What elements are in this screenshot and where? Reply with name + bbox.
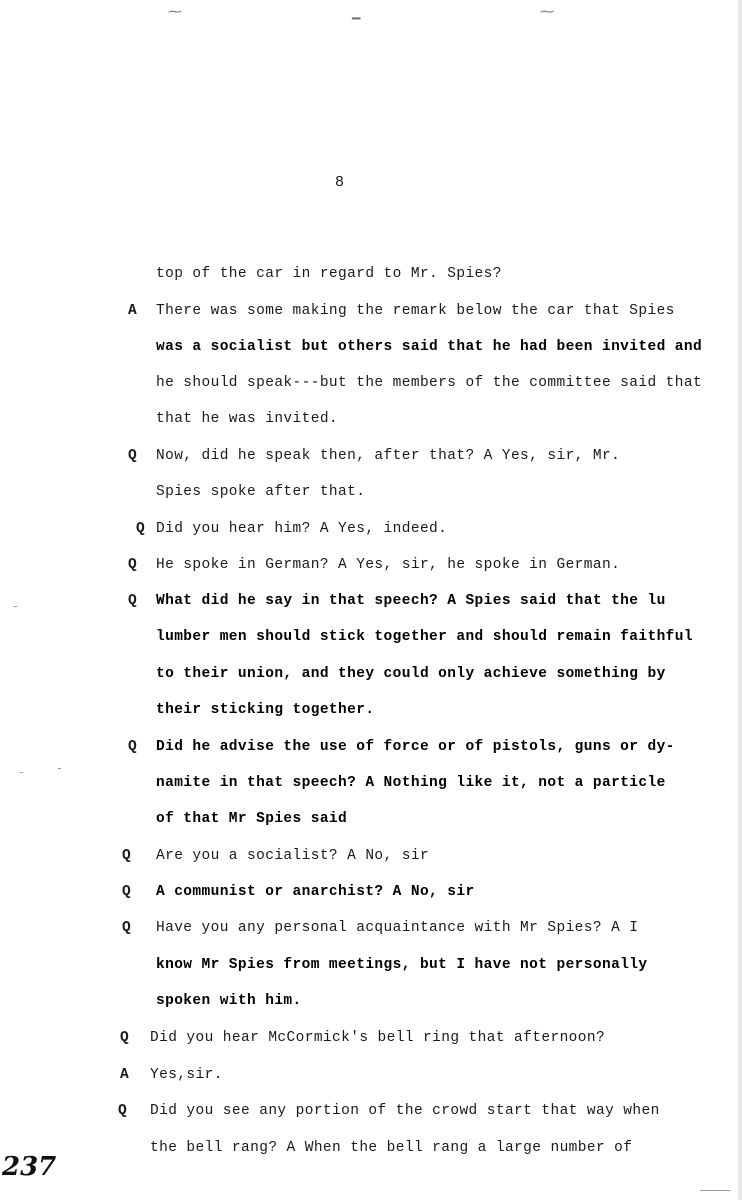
transcript-line: A communist or anarchist? A No, sir <box>156 884 475 900</box>
qa-label: Q <box>122 848 131 864</box>
transcript-line: their sticking together. <box>156 702 375 718</box>
transcript-line: to their union, and they could only achieve something by <box>156 666 666 682</box>
transcript-line: the bell rang? A When the bell rang a large number of <box>150 1140 633 1156</box>
page-number: 8 <box>335 174 345 191</box>
transcript-line: Are you a socialist? A No, sir <box>156 848 430 864</box>
stray-mark <box>700 1190 730 1191</box>
qa-label: A <box>120 1067 129 1083</box>
qa-label: Q <box>120 1030 129 1046</box>
qa-label: Q <box>122 920 131 936</box>
qa-label: Q <box>118 1103 127 1119</box>
transcript-line: Yes,sir. <box>150 1067 223 1083</box>
stray-mark <box>14 606 17 607</box>
transcript-line: Have you any personal acquaintance with Mr Spies? A I <box>156 920 639 936</box>
transcript-line: know Mr Spies from meetings, but I have not personally <box>156 957 648 973</box>
binding-mark: ⁓ <box>168 5 180 21</box>
folio-number: 237 <box>2 1152 57 1182</box>
transcript-line: he should speak---but the members of the committee said that <box>156 375 703 391</box>
qa-label: Q <box>128 593 137 609</box>
qa-label: A <box>128 303 137 319</box>
transcript-line: He spoke in German? A Yes, sir, he spoke in German. <box>156 557 621 573</box>
transcript-line: What did he say in that speech? A Spies said that the lu <box>156 593 666 609</box>
transcript-line: There was some making the remark below the car that Spies <box>156 303 675 319</box>
transcript-line: Did you see any portion of the crowd start that way when <box>150 1103 660 1119</box>
transcript-line: Did you hear McCormick's bell ring that afternoon? <box>150 1030 606 1046</box>
transcript-line: that he was invited. <box>156 411 339 427</box>
qa-label: Q <box>128 557 137 573</box>
transcript-line: lumber men should stick together and should remain faithful <box>156 629 693 645</box>
transcript-line: was a socialist but others said that he had been invited and <box>156 339 703 355</box>
top-binding-marks <box>0 4 742 28</box>
qa-label: Q <box>122 884 131 900</box>
qa-label: Q <box>128 448 137 464</box>
binding-mark: ⁓ <box>540 5 552 21</box>
qa-label: Q <box>136 521 145 537</box>
transcript-line: Did he advise the use of force or of pistols, guns or dy- <box>156 739 675 755</box>
transcript-line: Spies spoke after that. <box>156 484 366 500</box>
transcript-line: of that Mr Spies said <box>156 811 348 827</box>
qa-label: Q <box>128 739 137 755</box>
transcript-line: top of the car in regard to Mr. Spies? <box>156 266 502 282</box>
binding-mark: ▁ <box>352 5 359 21</box>
stray-mark <box>20 772 23 773</box>
stray-mark <box>58 768 61 769</box>
transcript-line: Now, did he speak then, after that? A Yes, sir, Mr. <box>156 448 621 464</box>
transcript-line: spoken with him. <box>156 993 302 1009</box>
transcript-line: namite in that speech? A Nothing like it, not a particle <box>156 775 666 791</box>
transcript-line: Did you hear him? A Yes, indeed. <box>156 521 448 537</box>
page-edge-shadow <box>738 0 742 1200</box>
